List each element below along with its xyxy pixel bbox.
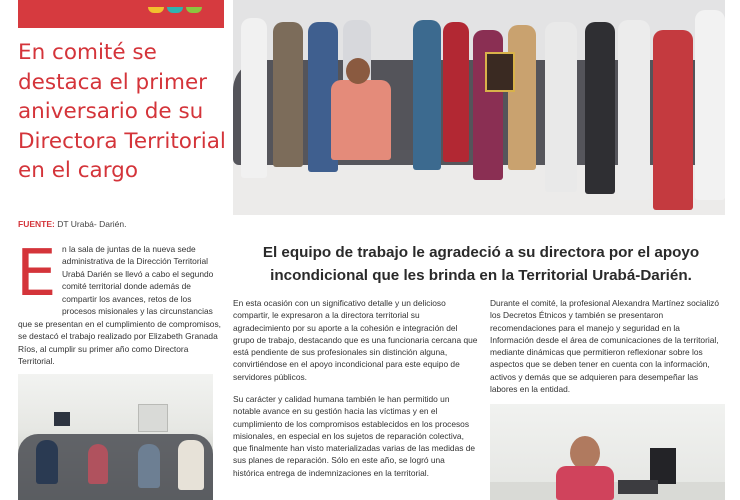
article-headline: En comité se destaca el primer aniversario de su Directora Territorial en el cargo [18,40,226,183]
green-dot-shape [186,7,202,13]
yellow-dot-shape [148,7,164,13]
body-paragraph-3: Durante el comité, la profesional Alexandra Martínez socializó los Decretos Étnicos y también se presentaron recomendaciones para el manejo y seguridad en la Información desde el área de comunicaciones de la territorial, mediante dinámicas que permitieron reflexionar sobre los aspectos que se deben tener en cuenta con la información, activos y demás que se adquieren para desempeñar las labores en la entidad. [490,298,720,395]
drop-cap: E [16,237,57,311]
banner-decoration [148,0,208,6]
teal-dot-shape [167,7,183,13]
body-paragraph-1: En esta ocasión con un significativo detalle y un delicioso compartir, le expresaron a la directora territorial su agradecimiento por su aporte a la cohesión e integración del grupo de trabajo, destacando que es una funcionaria cercana que está pendiente de sus profesionales sin distinción alguna, convirtiéndose en el apoyo incondicional para este equipo de servidores públicos. [233,298,478,382]
article-source [18,219,127,229]
meeting-room-photo [18,374,213,500]
top-banner [18,0,224,28]
group-photo [233,0,725,215]
body-paragraph-2: Su carácter y calidad humana también le han permitido un notable avance en su gestión hacia las víctimas y en el cumplimiento de los compromisos establecidos en los procesos misionales, en especial en los sujetos de reparación colectiva, que finalmente han visto materializadas varias de las medidas de sus planes de reparación. Sólo en este año, se logró una histórica entrega de indemnizaciones en la territorial. [233,394,476,478]
pull-quote: El equipo de trabajo le agradeció a su directora por el apoyo incondicional que les brinda en la Territorial Urabá-Darién. [262,244,700,284]
source-value: DT Urabá- Darién. [57,219,127,229]
presenter-photo [490,404,725,500]
intro-paragraph-start: n la sala de juntas de la nueva sede administrativa de la Dirección Territorial Urabá Darién se llevó a cabo el segundo comité territorial donde además de compartir los avances, retos de los procesos misionales y las circunstancias [62,244,214,317]
source-label: FUENTE: [18,219,55,229]
intro-paragraph-continued: que se presentan en el cumplimiento de compromisos, se destacó el trabajo realizado por Elizabeth Granada Ríos, al cumplir su primer año como Directora Territorial. [18,319,221,367]
